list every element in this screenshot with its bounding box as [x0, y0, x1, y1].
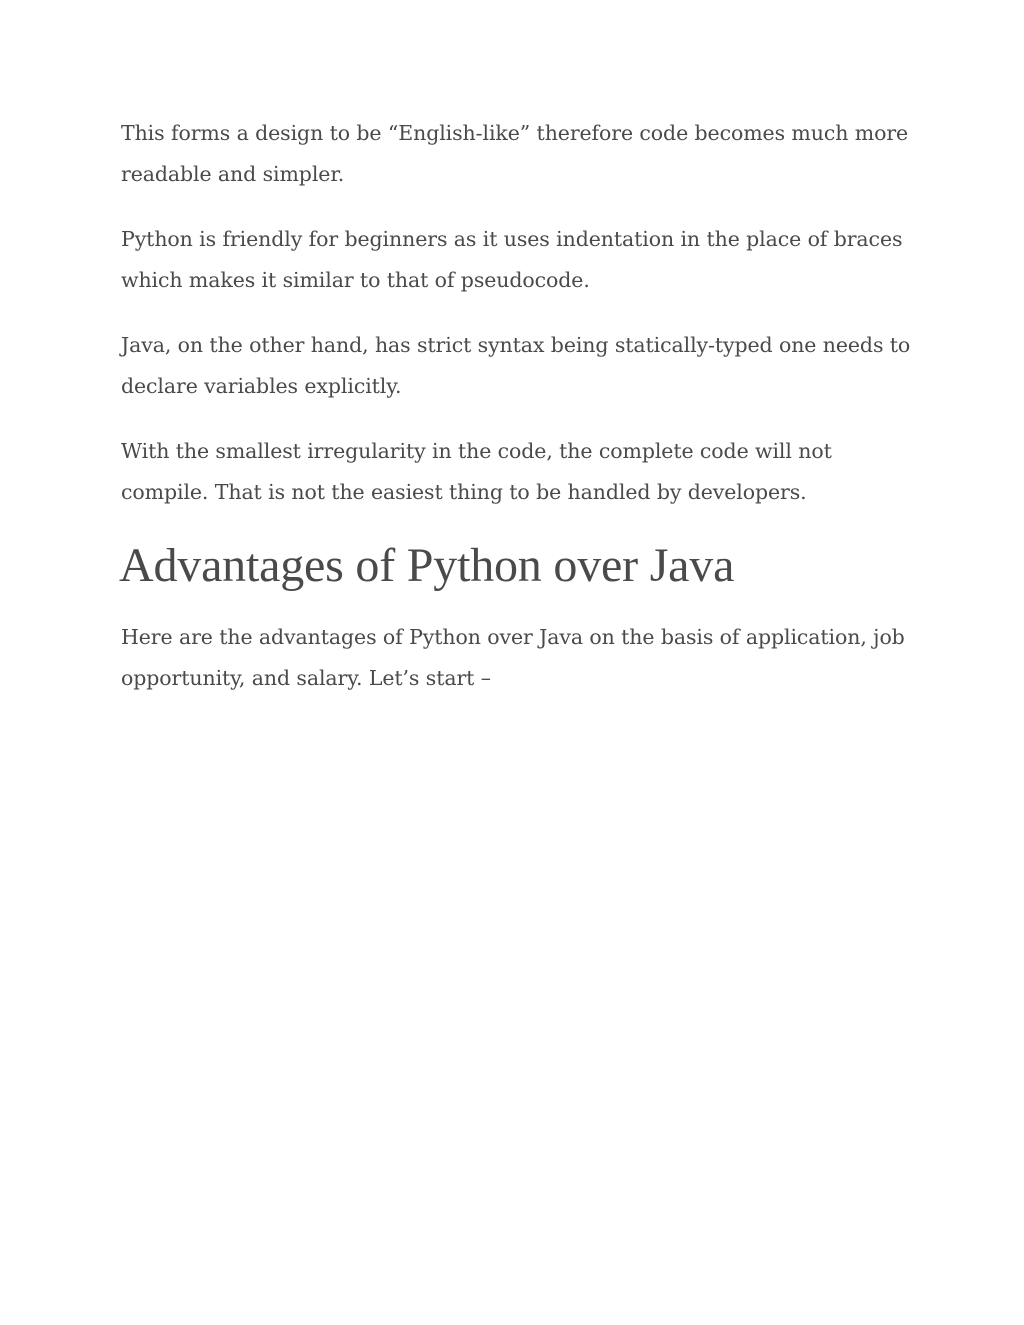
paragraph-java-syntax: Java, on the other hand, has strict syntax being statically-typed one needs to declare variables explicitly. — [121, 333, 911, 398]
paragraph-english-like: This forms a design to be “English-like” therefore code becomes much more readable and simpler. — [121, 121, 909, 186]
section-heading: Advantages of Python over Java — [119, 539, 735, 592]
document-page — [121, 113, 911, 723]
paragraph-python-beginners: Python is friendly for beginners as it uses indentation in the place of braces which makes it similar to that of pseudocode. — [121, 227, 903, 292]
section-intro-paragraph: Here are the advantages of Python over Java on the basis of application, job opportunity, and salary. Let’s start – — [121, 625, 905, 690]
paragraph-compile-errors: With the smallest irregularity in the code, the complete code will not compile. That is not the easiest thing to be handled by developers. — [121, 439, 832, 504]
